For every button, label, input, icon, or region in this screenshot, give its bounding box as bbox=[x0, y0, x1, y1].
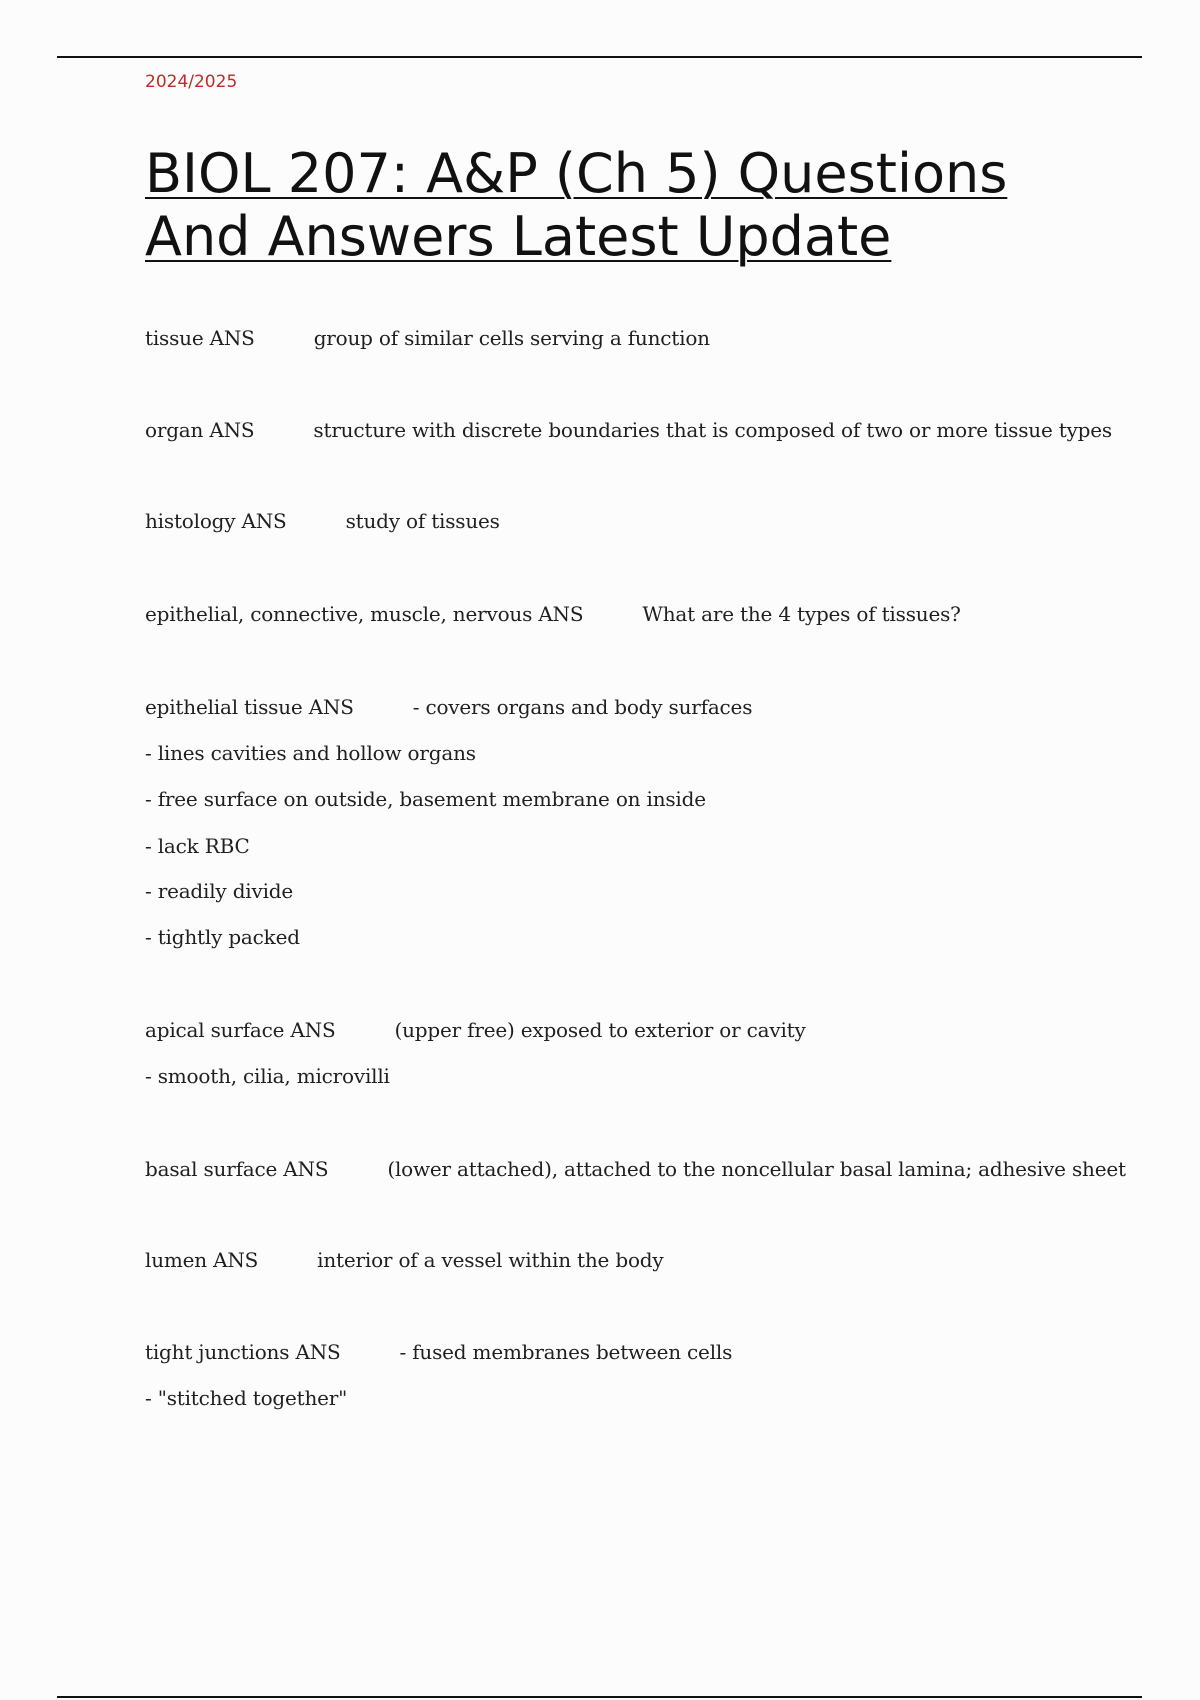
qa-item bbox=[145, 1340, 732, 1364]
title-line-1: BIOL 207: A&P (Ch 5) Questions bbox=[145, 142, 1008, 205]
qa-answer: - covers organs and body surfaces bbox=[412, 695, 753, 719]
bottom-rule bbox=[57, 1696, 1142, 1698]
qa-answer: What are the 4 types of tissues? bbox=[642, 602, 961, 626]
qa-term: epithelial, connective, muscle, nervous ANS bbox=[145, 602, 584, 626]
qa-item bbox=[145, 695, 752, 719]
qa-answer: interior of a vessel within the body bbox=[317, 1248, 664, 1272]
qa-answer: - fused membranes between cells bbox=[399, 1340, 733, 1364]
qa-answer: structure with discrete boundaries that is composed of two or more tissue types bbox=[313, 418, 1112, 442]
qa-item bbox=[145, 509, 500, 533]
qa-term: tissue ANS bbox=[145, 326, 255, 350]
page-title bbox=[145, 142, 1105, 268]
document-year: 2024/2025 bbox=[145, 72, 238, 92]
top-rule bbox=[57, 56, 1142, 58]
qa-answer: (upper free) exposed to exterior or cavity bbox=[394, 1018, 806, 1042]
qa-extra-line: - lines cavities and hollow organs bbox=[145, 741, 476, 765]
qa-term: lumen ANS bbox=[145, 1248, 259, 1272]
qa-answer: study of tissues bbox=[345, 509, 500, 533]
qa-extra-line: - smooth, cilia, microvilli bbox=[145, 1064, 390, 1088]
qa-extra-line: - lack RBC bbox=[145, 834, 250, 858]
qa-extra-line: - readily divide bbox=[145, 879, 294, 903]
qa-item bbox=[145, 602, 961, 626]
qa-item bbox=[145, 418, 1112, 442]
qa-item bbox=[145, 1018, 806, 1042]
qa-term: tight junctions ANS bbox=[145, 1340, 341, 1364]
qa-term: basal surface ANS bbox=[145, 1157, 329, 1181]
qa-item bbox=[145, 1248, 664, 1272]
qa-term: apical surface ANS bbox=[145, 1018, 336, 1042]
qa-extra-line: - tightly packed bbox=[145, 925, 300, 949]
qa-extra-line: - "stitched together" bbox=[145, 1386, 348, 1410]
qa-term: organ ANS bbox=[145, 418, 255, 442]
qa-extra-line: - free surface on outside, basement membrane on inside bbox=[145, 787, 706, 811]
title-line-2: And Answers Latest Update bbox=[145, 205, 892, 268]
qa-answer: (lower attached), attached to the noncellular basal lamina; adhesive sheet bbox=[387, 1157, 1126, 1181]
qa-term: histology ANS bbox=[145, 509, 287, 533]
qa-term: epithelial tissue ANS bbox=[145, 695, 354, 719]
qa-item bbox=[145, 326, 710, 350]
qa-item bbox=[145, 1157, 1126, 1181]
qa-answer: group of similar cells serving a function bbox=[313, 326, 710, 350]
